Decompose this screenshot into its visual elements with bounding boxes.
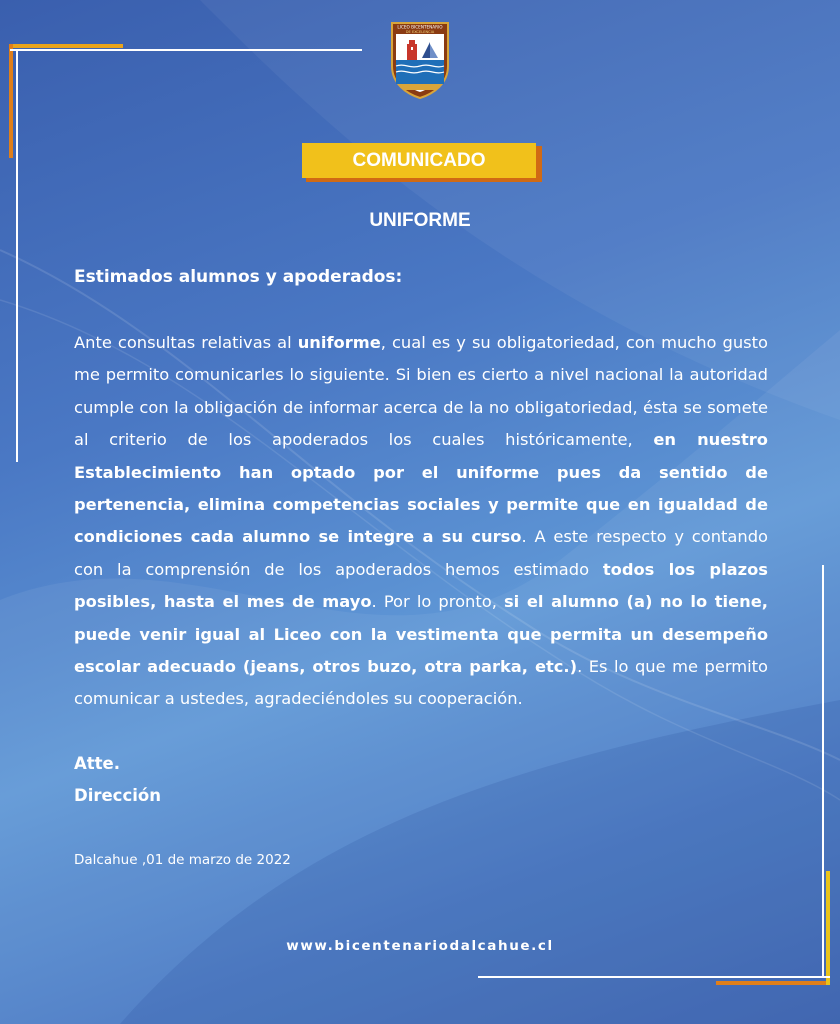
text-segment: Ante consultas relativas al: [74, 333, 298, 352]
svg-text:DE EXCELENCIA: DE EXCELENCIA: [405, 29, 435, 34]
text-segment: . A este respecto y contando con la comprensión de los apoderados hemos estimado: [74, 527, 768, 579]
date-line: Dalcahue ,01 de marzo de 2022: [74, 852, 291, 868]
frame-accent-bottom-right: [716, 981, 830, 985]
frame-accent-top-left-vertical: [9, 44, 13, 158]
school-crest-logo: [389, 20, 451, 100]
comunicado-badge: COMUNICADO: [302, 143, 536, 178]
signature-greeting: Atte.: [74, 754, 121, 773]
bold-segment: en nuestro Establecimiento han optado por el uniforme pues da sentido de pertenencia, elimina competencias sociales y permite que en igualdad de condiciones cada alumno se integre a su curso: [74, 430, 768, 547]
frame-line-right: [822, 565, 824, 978]
frame-accent-top-left: [9, 44, 123, 48]
frame-accent-bottom-right-vertical: [826, 871, 830, 985]
frame-line-top: [10, 49, 362, 51]
frame-line-left: [16, 49, 18, 462]
bold-segment: si el alumno (a) no lo tiene, puede venir igual al Liceo con la vestimenta que permita un desempeño escolar adecuado (jeans, otros buzo, otra parka, etc.): [74, 592, 768, 677]
letter-body: [74, 327, 768, 716]
website-link[interactable]: www.bicentenariodalcahue.cl: [286, 938, 554, 954]
svg-text:LICEO BICENTENARIO: LICEO BICENTENARIO: [397, 24, 443, 30]
text-segment: , cual es y su obligatoriedad, con mucho gusto me permito comunicarles lo siguiente. Si bien es cierto a nivel nacional la autoridad cumple con la obligación de informar acerca de la no obligatoriedad, ésta se somete al criterio de los apoderados los cuales históricamente,: [74, 333, 768, 450]
greeting: Estimados alumnos y apoderados:: [74, 267, 403, 287]
bold-segment: todos los plazos posibles, hasta el mes de mayo: [74, 559, 768, 612]
frame-line-bottom: [478, 976, 830, 978]
text-segment: . Por lo pronto,: [371, 592, 504, 612]
subject-title: UNIFORME: [369, 210, 471, 231]
signature-sender: Dirección: [74, 786, 161, 805]
text-segment: . Es lo que me permito comunicar a ustedes, agradeciéndoles su cooperación.: [74, 657, 768, 709]
bold-segment: uniforme: [297, 333, 381, 352]
